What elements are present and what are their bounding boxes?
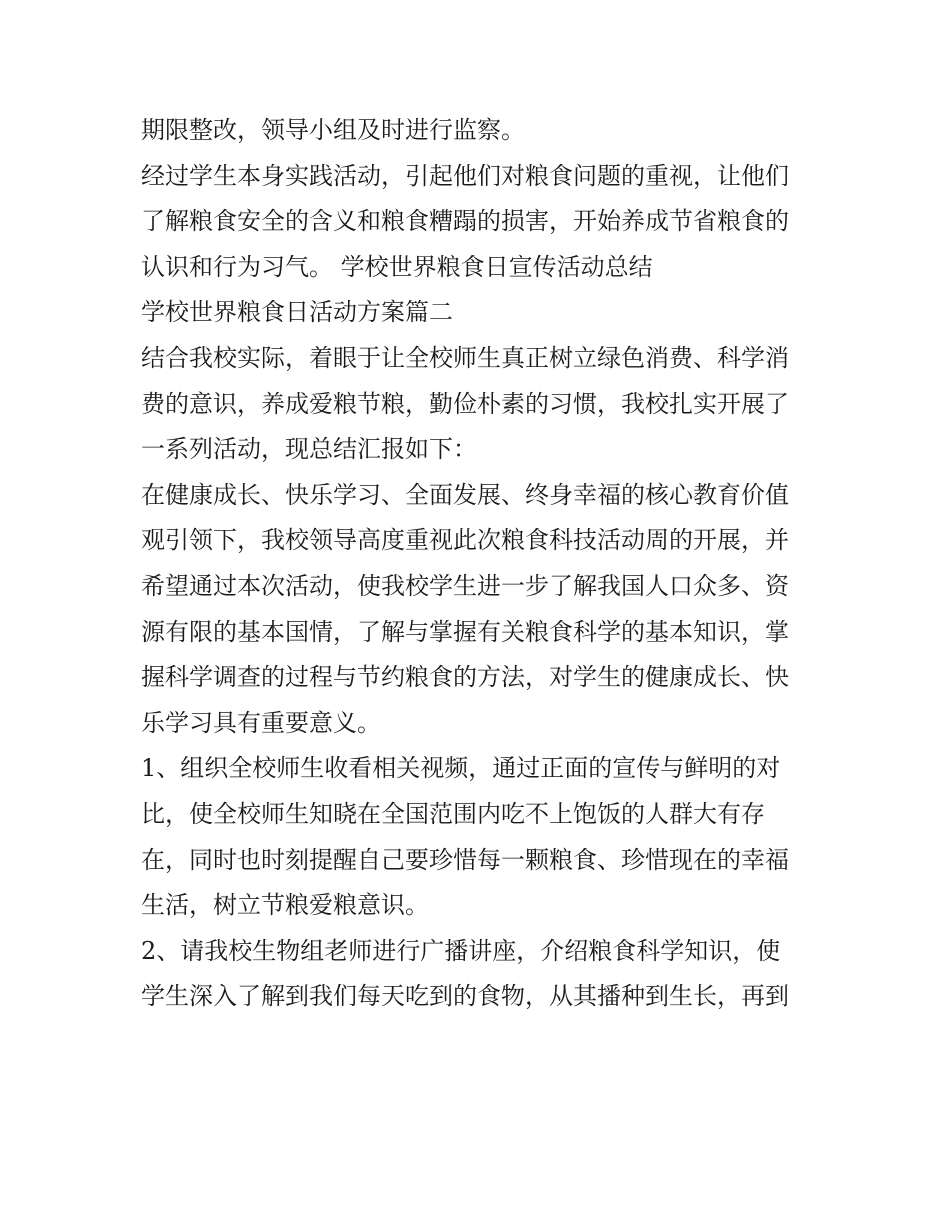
text-line: 经过学生本身实践活动，引起他们对粮食问题的重视，让他们 — [141, 161, 789, 190]
section-heading — [141, 290, 817, 336]
text-line: 结合我校实际，着眼于让全校师生真正树立绿色消费、科学消 — [141, 343, 789, 372]
text-line: 源有限的基本国情，了解与掌握有关粮食科学的基本知识，掌 — [141, 617, 789, 646]
heading-line: 学校世界粮食日活动方案篇二 — [141, 298, 453, 327]
text-line: 在健康成长、快乐学习、全面发展、终身幸福的核心教育价值 — [141, 480, 789, 509]
document-body — [141, 108, 817, 1020]
list-item-2 — [141, 929, 817, 1020]
paragraph-4 — [141, 473, 817, 747]
text-line: 期限整改，领导小组及时进行监察。 — [141, 116, 525, 144]
text-line: 握科学调查的过程与节约粮食的方法，对学生的健康成长、快 — [141, 663, 789, 692]
text-line: 1、组织全校师生收看相关视频，通过正面的宣传与鲜明的对 — [141, 754, 781, 783]
text-line: 在，同时也时刻提醒自己要珍惜每一颗粮食、珍惜现在的幸福 — [141, 845, 789, 874]
text-line: 费的意识，养成爱粮节粮，勤俭朴素的习惯，我校扎实开展了 — [141, 389, 789, 418]
text-line: 认识和行为习气。 学校世界粮食日宣传活动总结 — [141, 252, 653, 281]
text-line: 比，使全校师生知晓在全国范围内吃不上饱饭的人群大有存 — [141, 799, 765, 828]
text-line: 希望通过本次活动，使我校学生进一步了解我国人口众多、资 — [141, 571, 789, 600]
text-line: 生活，树立节粮爱粮意识。 — [141, 891, 429, 920]
text-line: 学生深入了解到我们每天吃到的食物，从其播种到生长，再到 — [141, 982, 789, 1011]
text-line: 一系列活动，现总结汇报如下： — [141, 435, 477, 464]
list-item-1 — [141, 746, 817, 928]
paragraph-2 — [141, 154, 817, 291]
text-line: 2、请我校生物组老师进行广播讲座，介绍粮食科学知识，使 — [141, 936, 781, 965]
paragraph-1 — [141, 108, 817, 154]
text-line: 观引领下，我校领导高度重视此次粮食科技活动周的开展，并 — [141, 526, 789, 555]
text-line: 乐学习具有重要意义。 — [141, 708, 381, 737]
text-line: 了解粮食安全的含义和粮食糟蹋的损害，开始养成节省粮食的 — [141, 207, 789, 236]
paragraph-3 — [141, 336, 817, 473]
